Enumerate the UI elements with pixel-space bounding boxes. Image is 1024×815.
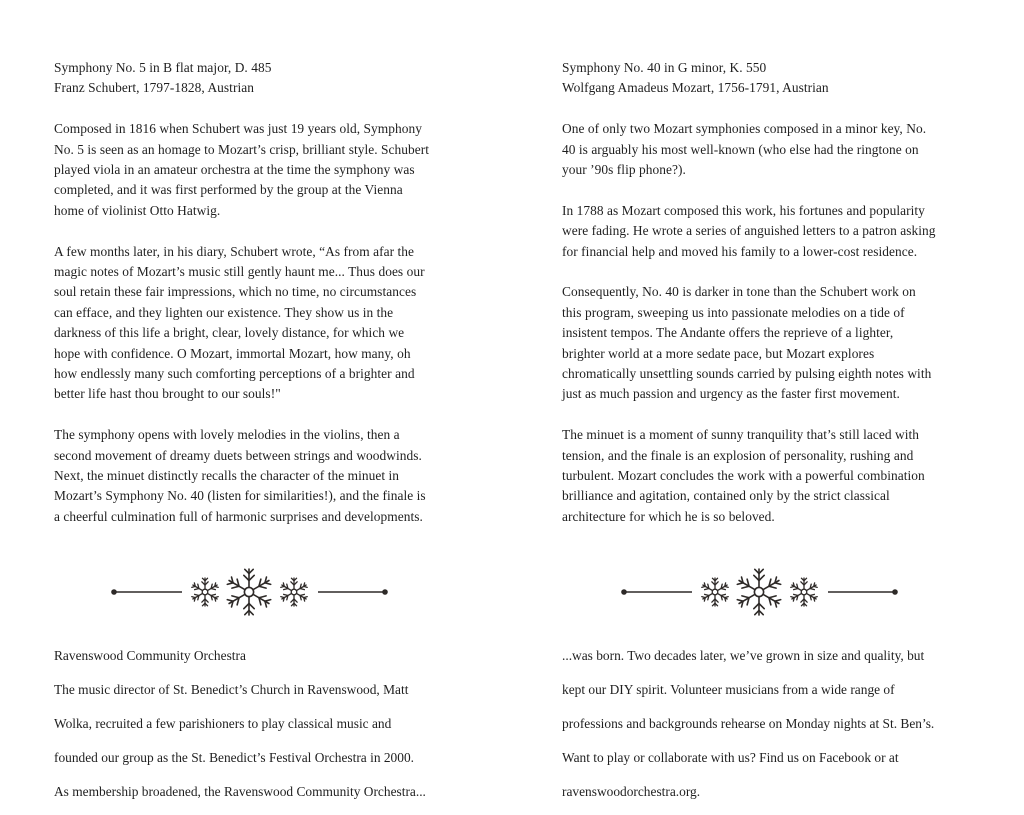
text-line: chromatically unsettling sounds carried by pulsing eighth notes with bbox=[562, 366, 932, 382]
text-line: architecture for which he is so beloved. bbox=[562, 508, 775, 524]
text-line: magic notes of Mozart’s music still gently haunt me... Thus does our bbox=[54, 264, 425, 280]
text-line: second movement of dreamy duets between strings and woodwinds. bbox=[54, 447, 422, 463]
composer-info: Wolfgang Amadeus Mozart, 1756-1791, Austrian bbox=[562, 80, 829, 96]
text-line: your ’90s flip phone?). bbox=[562, 162, 686, 178]
right-header bbox=[562, 58, 1002, 99]
left-page-column bbox=[54, 58, 494, 548]
text-line: ...was born. Two decades later, we’ve grown in size and quality, but bbox=[562, 648, 925, 664]
piece-title: Symphony No. 5 in B flat major, D. 485 bbox=[54, 60, 272, 75]
text-line: darkness of this life a bright, clear, lovely distance, for which we bbox=[54, 325, 405, 341]
snowflake-divider-icon bbox=[100, 567, 400, 617]
small-snowflake-icon bbox=[192, 578, 218, 606]
text-line: professions and backgrounds rehearse on Monday nights at St. Ben’s. bbox=[562, 715, 935, 731]
text-line: were fading. He wrote a series of anguished letters to a patron asking bbox=[562, 223, 936, 239]
orchestra-about-left bbox=[54, 633, 494, 815]
text-line: The music director of St. Benedict’s Church in Ravenswood, Matt bbox=[54, 682, 409, 698]
program-note-paragraph bbox=[54, 425, 494, 527]
divider-dot-left bbox=[111, 589, 117, 595]
text-line: home of violinist Otto Hatwig. bbox=[54, 202, 221, 218]
divider-dot-right bbox=[892, 589, 898, 595]
text-line: a cheerful culmination full of harmonic surprises and developments. bbox=[54, 508, 423, 524]
text-line: soul retain these fair impressions, which no time, no circumstances bbox=[54, 284, 417, 300]
text-line: for financial help and moved his family to a lower-cost residence. bbox=[562, 243, 918, 259]
orchestra-name: Ravenswood Community Orchestra bbox=[54, 648, 246, 664]
text-line: tension, and the finale is an explosion of personality, rushing and bbox=[562, 447, 914, 463]
text-line: No. 5 is seen as an homage to Mozart’s crisp, brilliant style. Schubert bbox=[54, 141, 430, 157]
divider-dot-right bbox=[382, 589, 388, 595]
text-line: founded our group as the St. Benedict’s Festival Orchestra in 2000. bbox=[54, 749, 414, 765]
program-note-paragraph bbox=[562, 201, 1002, 262]
text-line: In 1788 as Mozart composed this work, his fortunes and popularity bbox=[562, 202, 925, 218]
text-line: completed, and it was first performed by the group at the Vienna bbox=[54, 182, 403, 198]
composer-info: Franz Schubert, 1797-1828, Austrian bbox=[54, 80, 254, 96]
text-line: Want to play or collaborate with us? Find us on Facebook or at bbox=[562, 749, 899, 765]
left-header bbox=[54, 58, 494, 99]
text-line: how endlessly many such comforting perceptions of a brighter and bbox=[54, 366, 415, 382]
text-line: played viola in an amateur orchestra at the time the symphony was bbox=[54, 162, 415, 178]
divider-dot-left bbox=[621, 589, 627, 595]
program-note-paragraph bbox=[562, 119, 1002, 180]
text-line: Composed in 1816 when Schubert was just 19 years old, Symphony bbox=[54, 121, 422, 137]
text-line: brighter world at a more sedate pace, but Mozart explores bbox=[562, 345, 875, 361]
text-line: Next, the minuet distinctly recalls the character of the minuet in bbox=[54, 468, 400, 484]
text-line: brilliance and agitation, contained only by the strict classical bbox=[562, 488, 890, 504]
text-line: turbulent. Mozart concludes the work with a powerful combination bbox=[562, 468, 925, 484]
snowflake-divider-icon bbox=[610, 567, 910, 617]
large-snowflake-icon bbox=[227, 569, 270, 615]
text-line: better life hast thou brought to our souls!" bbox=[54, 386, 281, 402]
program-note-paragraph bbox=[562, 425, 1002, 527]
text-line: One of only two Mozart symphonies composed in a minor key, No. bbox=[562, 121, 927, 137]
program-note-paragraph bbox=[54, 242, 494, 405]
text-line: Mozart’s Symphony No. 40 (listen for similarities!), and the finale is bbox=[54, 488, 426, 504]
text-line: A few months later, in his diary, Schubert wrote, “As from afar the bbox=[54, 243, 415, 259]
text-line: The symphony opens with lovely melodies in the violins, then a bbox=[54, 427, 400, 443]
text-line: insistent tempos. The Andante offers the reprieve of a lighter, bbox=[562, 325, 894, 341]
program-note-paragraph bbox=[562, 282, 1002, 404]
text-line: 40 is arguably his most well-known (who else had the ringtone on bbox=[562, 141, 919, 157]
text-line: Consequently, No. 40 is darker in tone than the Schubert work on bbox=[562, 284, 916, 300]
small-snowflake-icon bbox=[791, 578, 817, 606]
program-note-paragraph bbox=[54, 119, 494, 221]
right-page-column bbox=[562, 58, 1002, 548]
orchestra-about-right bbox=[562, 633, 1002, 815]
text-line: this program, sweeping us into passionate melodies on a tide of bbox=[562, 304, 905, 320]
text-line: can efface, and they lighten our existence. They show us in the bbox=[54, 304, 394, 320]
text-line: kept our DIY spirit. Volunteer musicians from a wide range of bbox=[562, 682, 895, 698]
large-snowflake-icon bbox=[737, 569, 780, 615]
text-line: ravenswoodorchestra.org. bbox=[562, 783, 701, 799]
text-line: Wolka, recruited a few parishioners to play classical music and bbox=[54, 715, 392, 731]
small-snowflake-icon bbox=[281, 578, 307, 606]
small-snowflake-icon bbox=[702, 578, 728, 606]
text-line: The minuet is a moment of sunny tranquility that’s still laced with bbox=[562, 427, 920, 443]
text-line: hope with confidence. O Mozart, immortal Mozart, how many, oh bbox=[54, 345, 411, 361]
text-line: As membership broadened, the Ravenswood Community Orchestra... bbox=[54, 783, 426, 799]
text-line: just as much passion and urgency as the faster first movement. bbox=[562, 386, 900, 402]
piece-title: Symphony No. 40 in G minor, K. 550 bbox=[562, 60, 767, 75]
